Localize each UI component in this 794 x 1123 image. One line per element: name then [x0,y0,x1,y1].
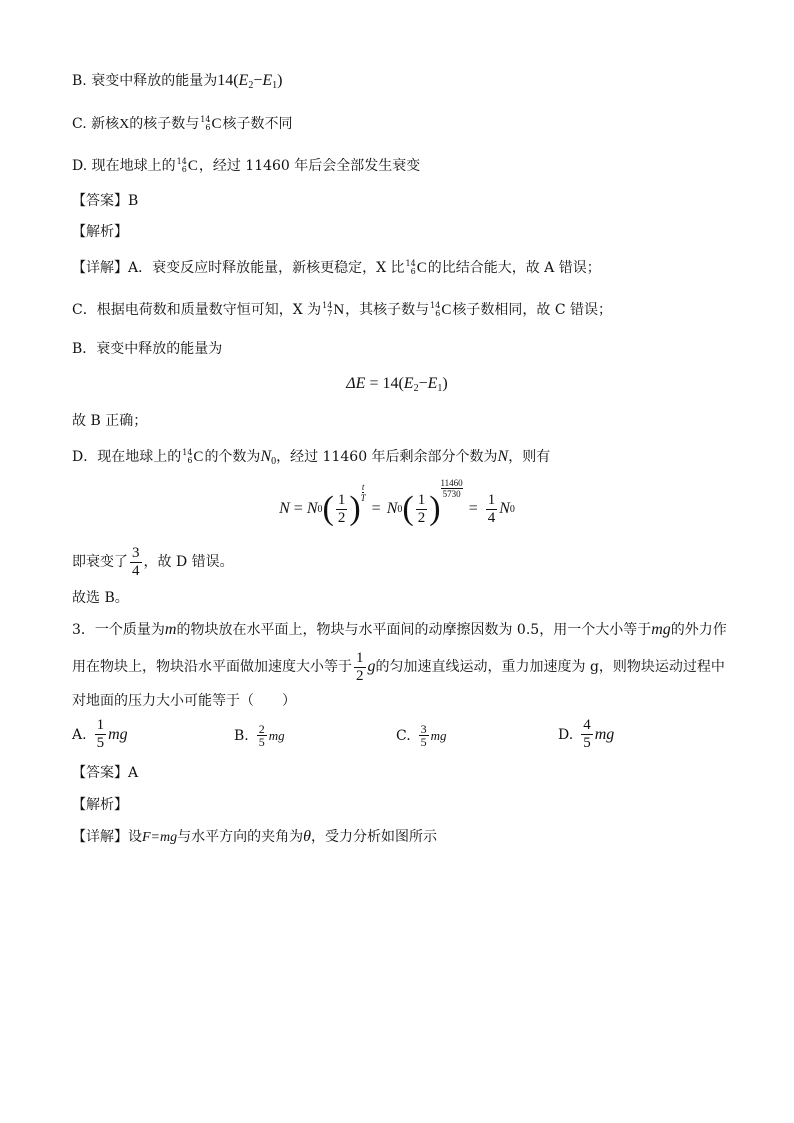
detail-q2-pick: 故选 B。 [72,590,129,606]
nuclide-c14: 14 6 C [182,448,204,465]
option-a-q3: A. $\frac{1}{5}$ mg [72,717,128,751]
detail-q2-d-line: 即衰变了 $\frac{3}{4}$ ，故 D 错误。 [72,544,234,579]
analysis-label-q2: 【解析】 [72,224,128,240]
nuclide-c14: 14 6 C [200,115,222,132]
detail-q2-c: C．根据电荷数和质量数守恒可知，X 为 14 7 N ，其核子数与 14 6 C 核子数相同，故 C 错误； [72,299,612,321]
detail-q2-a: 【详解】A．衰变反应时释放能量，新核更稳定，X 比 14 6 C 的比结合能大，故 A 错误； [72,257,601,279]
nuclide-n14: 14 7 N [322,301,345,318]
option-c-q3: C. $\frac{3}{5}$ mg [396,722,447,749]
answer-q3: 【答案】A [72,765,139,781]
option-b-q2: B. 衰变中释放的能量为$14(E_2-E_1)$ [72,72,283,91]
option-b-q3: B. $\frac{2}{5}$ mg [234,722,285,749]
detail-q2-b-intro: B．衰变中释放的能量为 [72,341,223,357]
option-d-q2: D. 现在地球上的 14 6 C ，经过 11460 年后会全部发生衰变 [72,155,420,177]
analysis-label-q3: 【解析】 [72,797,128,813]
question3-line3: 对地面的压力大小可能等于（ ） [72,693,296,709]
detail-q2-b-conclusion: 故 B 正确； [72,413,148,429]
nuclide-c14: 14 6 C [430,301,452,318]
option-d-q3: D. $\frac{4}{5}$ mg [558,717,615,751]
detail-q2-d: D．现在地球上的 14 6 C 的个数为$N_0$，经过 11460 年后剩余部分个数为N，则有 [72,448,551,467]
nuclide-c14: 14 6 C [176,157,198,174]
answer-q2: 【答案】B [72,193,139,209]
detail-q3: 【详解】设F=mg与水平方向的夹角为θ，受力分析如图所示 [72,828,437,845]
equation-energy: $\Delta E = 14(E_2-E_1)$ [346,375,448,394]
nuclide-c14: 14 6 C [405,259,427,276]
question3-line1: 3．一个质量为m的物块放在水平面上，物块与水平面间的动摩擦因数为 0.5，用一个大小等于mg的外力作 [72,621,727,638]
option-c-q2: C. 新核X的核子数与 14 6 C 核子数不同 [72,113,292,136]
question3-line2: 用在物块上，物块沿水平面做加速度大小等于 $\frac{1}{2}$ g 的匀加速直线运动，重力加速度为 g，则物块运动过程中 [72,649,725,684]
equation-decay: N = N 0 ( $\frac{1}{2}$ ) $\frac{t}{T}$ = N 0 ( $\frac{1}{2}$ ) $\frac{11460}{5730}$ = $\frac{1}{4}$ N 0 [279,478,515,527]
